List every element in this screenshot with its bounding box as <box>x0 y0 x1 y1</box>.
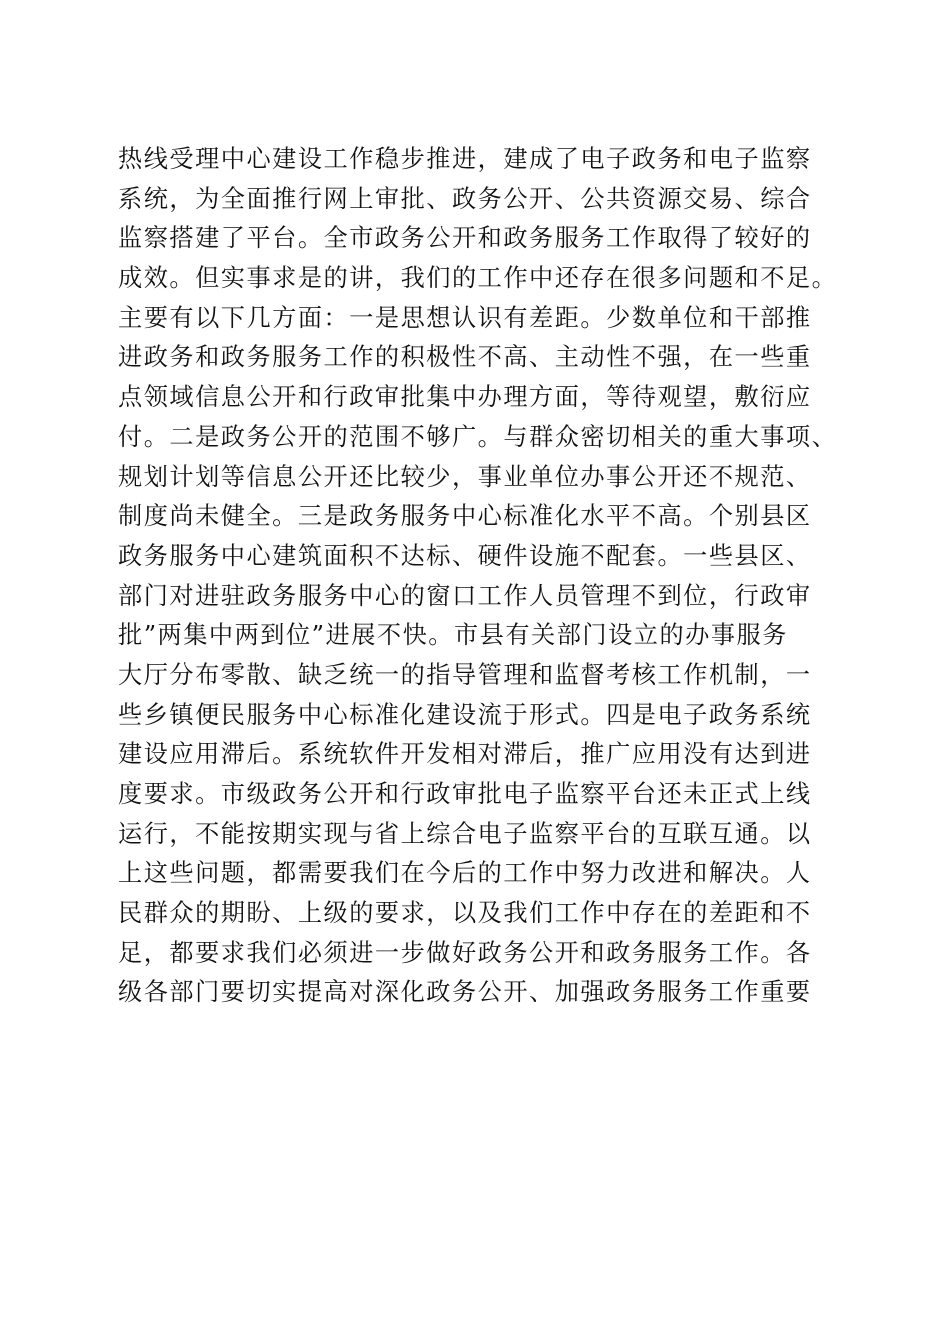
text-line: 规划计划等信息公开还比较少，事业单位办事公开还不规范、 <box>118 462 812 491</box>
text-line: 点领域信息公开和行政审批集中办理方面，等待观望，敷衍应 <box>118 383 812 412</box>
text-line: 监察搭建了平台。全市政务公开和政务服务工作取得了较好的 <box>118 224 812 253</box>
text-line: 度要求。市级政务公开和行政审批电子监察平台还未正式上线 <box>118 780 812 808</box>
text-line: 建设应用滞后。系统软件开发相对滞后，推广应用没有达到进 <box>118 740 812 769</box>
text-line: 热线受理中心建设工作稳步推进，建成了电子政务和电子监察 <box>118 145 812 173</box>
text-line: 政务服务中心建筑面积不达标、硬件设施不配套。一些县区、 <box>118 541 812 570</box>
text-line: 级各部门要切实提高对深化政务公开、加强政务服务工作重要 <box>118 978 812 1007</box>
text-line: 系统，为全面推行网上审批、政务公开、公共资源交易、综合 <box>118 184 812 213</box>
text-line: 批”两集中两到位”进展不快。市县有关部门设立的办事服务 <box>118 621 788 650</box>
text-line: 足，都要求我们必须进一步做好政务公开和政务服务工作。各 <box>118 938 812 967</box>
text-line: 部门对进驻政务服务中心的窗口工作人员管理不到位，行政审 <box>118 581 812 610</box>
text-line: 进政务和政务服务工作的积极性不高、主动性不强，在一些重 <box>118 343 812 372</box>
text-line: 运行，不能按期实现与省上综合电子监察平台的互联互通。以 <box>118 819 812 848</box>
text-line: 民群众的期盼、上级的要求，以及我们工作中存在的差距和不 <box>118 899 812 928</box>
text-line: 成效。但实事求是的讲，我们的工作中还存在很多问题和不足。 <box>118 264 838 293</box>
text-line: 主要有以下几方面：一是思想认识有差距。少数单位和干部推 <box>118 303 812 332</box>
text-line: 些乡镇便民服务中心标准化建设流于形式。四是电子政务系统 <box>118 700 812 729</box>
text-line: 大厅分布零散、缺乏统一的指导管理和监督考核工作机制，一 <box>118 660 812 689</box>
text-line: 制度尚未健全。三是政务服务中心标准化水平不高。个别县区 <box>118 502 812 531</box>
text-line: 上这些问题，都需要我们在今后的工作中努力改进和解决。人 <box>118 859 812 888</box>
body-paragraph <box>118 140 858 1013</box>
text-line: 付。二是政务公开的范围不够广。与群众密切相关的重大事项、 <box>118 422 838 451</box>
